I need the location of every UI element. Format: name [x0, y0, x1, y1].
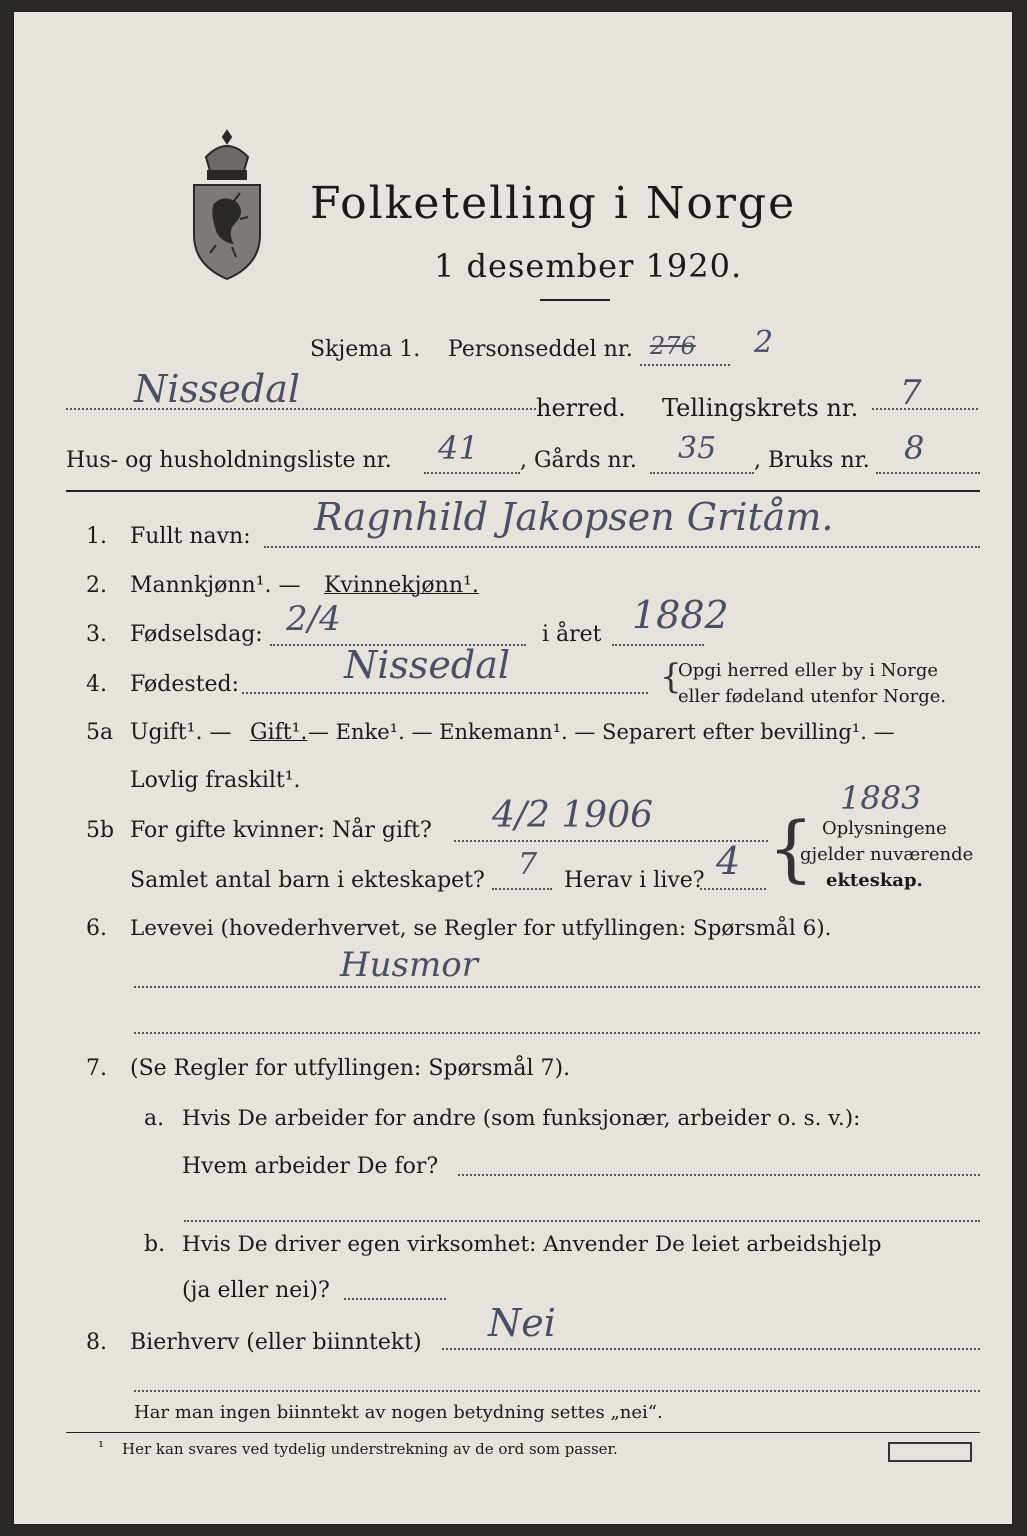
q4-note-2: eller fødeland utenfor Norge. — [678, 686, 947, 707]
herred-value[interactable]: Nissedal — [134, 367, 301, 411]
q5b-note-2: gjelder nuværende — [800, 844, 974, 865]
q4-number: 4. — [86, 672, 107, 697]
q2-female[interactable]: Kvinnekjønn¹. — [324, 573, 479, 598]
q7a-line-1[interactable] — [458, 1174, 980, 1176]
q7a-letter: a. — [144, 1106, 165, 1131]
q7b-text: Hvis De driver egen virksomhet: Anvender De leiet arbeidshjelp — [182, 1232, 882, 1257]
printer-stamp — [888, 1442, 972, 1462]
q6-line-1 — [134, 986, 980, 988]
q5b-children-line — [492, 888, 552, 890]
q1-number: 1. — [86, 524, 107, 549]
krets-value[interactable]: 7 — [900, 373, 922, 413]
census-form — [14, 12, 1012, 1524]
q5b-annotation: 1883 — [840, 779, 922, 817]
footer-note: Har man ingen biinntekt av nogen betydning settes „nei“. — [134, 1402, 663, 1423]
marriage-date-value[interactable]: 4/2 1906 — [492, 795, 653, 836]
q1-label: Fullt navn: — [130, 524, 251, 549]
birth-year-value[interactable]: 1882 — [632, 593, 729, 637]
q1-line — [264, 546, 980, 548]
q4-brace: { — [660, 657, 682, 697]
gards-value[interactable]: 35 — [678, 431, 717, 466]
hus-line — [424, 472, 520, 474]
q5a-married[interactable]: Gift¹. — [250, 720, 308, 745]
q6-line-2 — [134, 1032, 980, 1034]
q4-note-1: Opgi herred eller by i Norge — [678, 660, 939, 681]
q5a-other-options: — Enke¹. — Enkemann¹. — Separert efter bevilling¹. — — [308, 720, 895, 744]
q5a-number: 5a — [86, 720, 114, 745]
q2-male: Mannkjønn¹. — — [130, 573, 301, 598]
bruks-line — [876, 472, 980, 474]
q3-year-line — [612, 644, 704, 646]
q7a-question: Hvem arbeider De for? — [182, 1154, 439, 1179]
herred-line — [66, 408, 536, 410]
q7-label: (Se Regler for utfyllingen: Spørsmål 7). — [130, 1056, 571, 1081]
q4-line — [242, 692, 648, 694]
footnote-mark: ¹ — [98, 1438, 105, 1456]
q5b-number: 5b — [86, 818, 115, 843]
q5b-alive-line — [700, 888, 766, 890]
q8-line-1 — [442, 1348, 980, 1350]
full-name-value[interactable]: Ragnhild Jakopsen Gritåm. — [314, 495, 834, 539]
q5a-unmarried: Ugift¹. — — [130, 720, 232, 745]
birthplace-value[interactable]: Nissedal — [344, 643, 511, 687]
person-nr-line — [640, 364, 730, 366]
q3-label: Fødselsdag: — [130, 622, 263, 647]
krets-line — [872, 408, 978, 410]
q3-year-label: i året — [542, 622, 602, 647]
q5b-brace: { — [768, 806, 814, 890]
hus-label: Hus- og husholdningsliste nr. — [66, 448, 392, 473]
q8-label: Bierhverv (eller biinntekt) — [130, 1330, 422, 1355]
occupation-value[interactable]: Husmor — [340, 945, 478, 985]
q5b-note-3: ekteskap. — [826, 870, 923, 891]
footnote-text: Her kan svares ved tydelig understrekning av de ord som passer. — [122, 1440, 618, 1458]
footer-divider — [66, 1432, 980, 1433]
q7b-line[interactable] — [344, 1298, 446, 1300]
form-title: Folketelling i Norge — [310, 178, 797, 229]
children-value[interactable]: 7 — [518, 847, 538, 882]
alive-value[interactable]: 4 — [716, 839, 741, 883]
q6-label: Levevei (hovederhvervet, se Regler for utfyllingen: Spørsmål 6). — [130, 916, 832, 941]
coat-of-arms-icon — [184, 127, 270, 287]
q7b-letter: b. — [144, 1232, 166, 1257]
gards-line — [650, 472, 754, 474]
header-divider — [66, 490, 980, 492]
side-income-value[interactable]: Nei — [488, 1301, 556, 1345]
bruks-label: , Bruks nr. — [754, 448, 870, 473]
q8-number: 8. — [86, 1330, 107, 1355]
person-nr: 2 — [754, 325, 774, 360]
person-nr-struck: 276 — [650, 332, 696, 360]
bruks-value[interactable]: 8 — [904, 429, 925, 467]
q8-line-2 — [134, 1390, 980, 1392]
q7b-question: (ja eller nei)? — [182, 1278, 330, 1303]
q5b-children-label: Samlet antal barn i ekteskapet? — [130, 868, 485, 893]
census-date: 1 desember 1920. — [434, 247, 743, 285]
gards-label: , Gårds nr. — [520, 448, 637, 473]
q5a-divorced: Lovlig fraskilt¹. — [130, 768, 301, 793]
q5b-label: For gifte kvinner: Når gift? — [130, 818, 432, 843]
person-label: Personseddel nr. — [448, 337, 633, 362]
q7a-text: Hvis De arbeider for andre (som funksjonær, arbeider o. s. v.): — [182, 1106, 861, 1131]
title-divider — [540, 299, 610, 301]
herred-label: herred. — [536, 394, 626, 422]
q2-number: 2. — [86, 573, 107, 598]
q5b-alive-label: Herav i live? — [564, 868, 705, 893]
q4-label: Fødested: — [130, 672, 240, 697]
schema-label: Skjema 1. — [310, 337, 421, 362]
birthdate-value[interactable]: 2/4 — [286, 599, 341, 639]
q5b-note-1: Oplysningene — [822, 818, 947, 839]
q7-number: 7. — [86, 1056, 107, 1081]
q7a-line-2[interactable] — [184, 1220, 980, 1222]
q3-number: 3. — [86, 622, 107, 647]
q6-number: 6. — [86, 916, 107, 941]
krets-label: Tellingskrets nr. — [662, 394, 859, 422]
hus-value[interactable]: 41 — [438, 429, 479, 467]
